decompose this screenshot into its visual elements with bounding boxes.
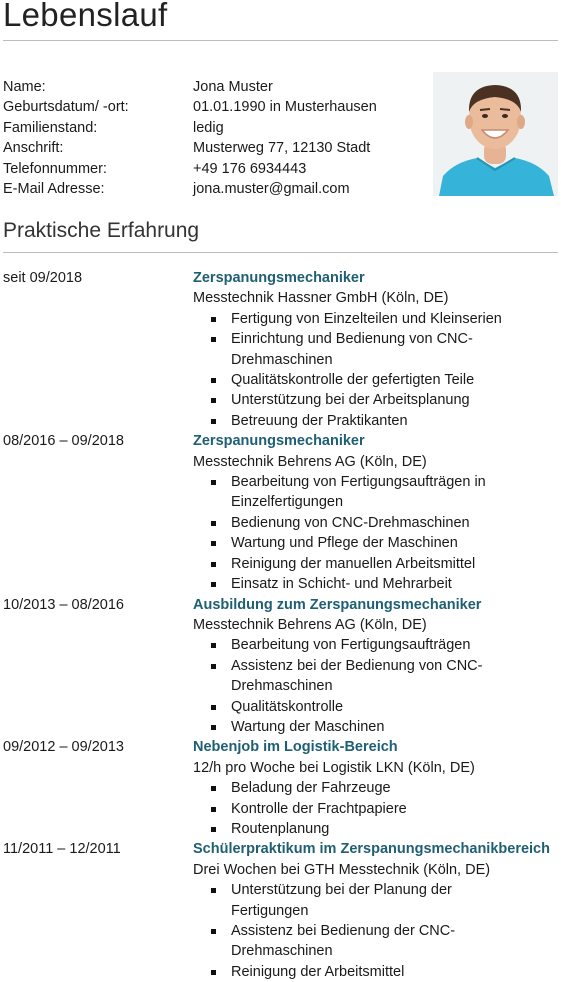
- task-item: Kontrolle der Frachtpapiere: [231, 799, 521, 819]
- personal-row-address: [3, 138, 433, 158]
- task-item: Reinigung der Arbeitsmittel: [231, 962, 521, 982]
- personal-label: E-Mail Adresse:: [3, 180, 105, 197]
- task-item: Unterstützung bei der Arbeitsplanung: [231, 390, 521, 410]
- task-item: Routenplanung: [231, 819, 521, 839]
- task-item: Fertigung von Einzelteilen und Kleinserien: [231, 309, 521, 329]
- job-title: Nebenjob im Logistik-Bereich: [193, 739, 398, 756]
- task-item: Unterstützung bei der Planung der Fertigungen: [231, 880, 521, 921]
- personal-details: [3, 77, 433, 199]
- task-item: Einsatz in Schicht- und Mehrarbeit: [231, 574, 521, 594]
- job-company: Messtechnik Behrens AG (Köln, DE): [193, 616, 427, 633]
- personal-label: Telefonnummer:: [3, 160, 107, 177]
- personal-row-birth: [3, 97, 433, 117]
- personal-row-email: [3, 179, 433, 199]
- task-item: Bearbeitung von Fertigungsaufträgen: [231, 635, 521, 655]
- task-list: [193, 880, 521, 982]
- section-divider: [3, 252, 558, 253]
- job-entry: [3, 268, 559, 431]
- task-list: [193, 635, 521, 737]
- task-list: [193, 472, 521, 594]
- task-list: [193, 778, 521, 839]
- personal-row-name: [3, 77, 433, 97]
- job-entry: [3, 839, 559, 982]
- task-item: Reinigung der manuellen Arbeitsmittel: [231, 554, 521, 574]
- page-title: Lebenslauf: [3, 0, 168, 33]
- personal-value: 01.01.1990 in Musterhausen: [193, 99, 377, 116]
- personal-value: Musterweg 77, 12130 Stadt: [193, 140, 371, 157]
- job-date: 08/2016 – 09/2018: [3, 433, 124, 450]
- personal-value: Jona Muster: [193, 79, 273, 95]
- personal-value: ledig: [193, 119, 224, 136]
- personal-label: Anschrift:: [3, 140, 64, 157]
- personal-value: jona.muster@gmail.com: [193, 180, 350, 197]
- task-item: Beladung der Fahrzeuge: [231, 778, 521, 798]
- job-entry: [3, 431, 559, 594]
- task-item: Assistenz bei der Bedienung von CNC-Drehmaschinen: [231, 656, 521, 697]
- job-title: Zerspanungsmechaniker: [193, 433, 365, 450]
- personal-label: Familienstand:: [3, 119, 98, 136]
- task-item: Betreuung der Praktikanten: [231, 411, 521, 431]
- task-item: Qualitätskontrolle: [231, 697, 521, 717]
- job-date: 11/2011 – 12/2011: [3, 841, 121, 858]
- section-title-experience: Praktische Erfahrung: [3, 219, 200, 242]
- task-item: Qualitätskontrolle der gefertigten Teile: [231, 370, 521, 390]
- job-title: Zerspanungsmechaniker: [193, 270, 365, 286]
- job-date: 10/2013 – 08/2016: [3, 596, 124, 613]
- personal-row-marital-status: [3, 118, 433, 138]
- job-company: Drei Wochen bei GTH Messtechnik (Köln, DE): [193, 861, 491, 878]
- profile-photo: [433, 72, 558, 196]
- personal-value: +49 176 6934443: [193, 160, 307, 177]
- job-company: Messtechnik Hassner GmbH (Köln, DE): [193, 290, 449, 307]
- personal-row-phone: [3, 159, 433, 179]
- task-item: Wartung der Maschinen: [231, 717, 521, 737]
- job-entry: [3, 737, 559, 839]
- task-item: Assistenz bei Bedienung der CNC-Drehmaschinen: [231, 921, 521, 962]
- personal-label: Name:: [3, 79, 46, 95]
- personal-label: Geburtsdatum/ -ort:: [3, 99, 129, 116]
- job-entry: [3, 595, 559, 738]
- job-company: 12/h pro Woche bei Logistik LKN (Köln, DE): [193, 759, 475, 776]
- task-item: Einrichtung und Bedienung von CNC-Drehmaschinen: [231, 329, 521, 370]
- job-date: seit 09/2018: [3, 270, 83, 286]
- job-title: Ausbildung zum Zerspanungsmechaniker: [193, 596, 482, 613]
- task-list: [193, 309, 521, 431]
- job-title: Schülerpraktikum im Zerspanungsmechanikbereich: [193, 841, 550, 858]
- job-company: Messtechnik Behrens AG (Köln, DE): [193, 453, 427, 470]
- experience-list: [3, 268, 559, 982]
- task-item: Wartung und Pflege der Maschinen: [231, 533, 521, 553]
- task-item: Bearbeitung von Fertigungsaufträgen in Einzelfertigungen: [231, 472, 521, 513]
- job-date: 09/2012 – 09/2013: [3, 739, 124, 756]
- task-item: Bedienung von CNC-Drehmaschinen: [231, 513, 521, 533]
- title-divider: [3, 40, 558, 41]
